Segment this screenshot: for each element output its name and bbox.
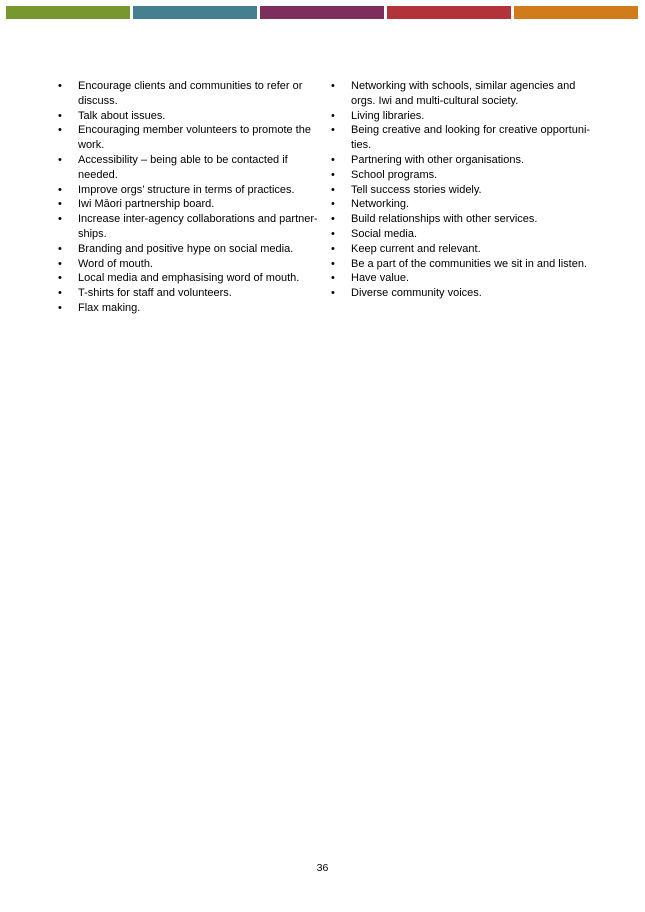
left-bullet-list [55, 79, 320, 316]
list-item [328, 212, 596, 227]
list-item [55, 109, 320, 124]
bullet-icon: • [58, 213, 62, 226]
list-item [328, 183, 596, 198]
bullet-icon: • [58, 272, 62, 285]
list-item [55, 301, 320, 316]
bullet-icon: • [331, 109, 335, 122]
list-item [55, 153, 320, 183]
list-item-text: Encourage clients and communities to refer or discuss. [78, 80, 303, 107]
color-band-segment-red [387, 6, 511, 19]
list-item [55, 123, 320, 153]
list-item-text: Networking with schools, similar agencies and orgs. Iwi and multi-cultural society. [351, 80, 576, 107]
list-item [55, 271, 320, 286]
list-item [328, 123, 596, 153]
list-item [55, 212, 320, 242]
bullet-icon: • [331, 168, 335, 181]
list-item-text: Be a part of the communities we sit in and listen. [351, 257, 588, 270]
list-item-text: Encouraging member volunteers to promote the work. [78, 124, 311, 152]
list-item-text: Local media and emphasising word of mouth. [78, 272, 300, 285]
list-item [328, 153, 596, 168]
bullet-icon: • [331, 153, 335, 166]
list-item [55, 286, 320, 301]
right-bullet-list [328, 79, 596, 301]
bullet-icon: • [58, 242, 62, 255]
bullet-icon: • [58, 124, 62, 137]
list-item-text: Being creative and looking for creative opportuni-ties. [351, 124, 591, 152]
list-item-text: Social media. [351, 227, 418, 240]
list-item [55, 242, 320, 257]
list-item-text: School programs. [351, 168, 438, 181]
bullet-icon: • [331, 124, 335, 137]
list-item [55, 183, 320, 198]
list-item [328, 227, 596, 242]
color-band-segment-orange [514, 6, 638, 19]
bullet-icon: • [331, 183, 335, 196]
list-item-text: Branding and positive hype on social media. [78, 242, 294, 255]
list-item-text: Tell success stories widely. [351, 183, 482, 196]
bullet-icon: • [331, 227, 335, 240]
list-item-text: Flax making. [78, 301, 141, 314]
list-item [328, 197, 596, 212]
color-band-segment-green [6, 6, 130, 19]
list-item-text: Have value. [351, 272, 410, 285]
bullet-icon: • [331, 80, 335, 92]
bullet-icon: • [58, 257, 62, 270]
bullet-icon: • [58, 183, 62, 196]
bullet-icon: • [58, 80, 62, 92]
list-item-text: Diverse community voices. [351, 287, 482, 300]
list-item [328, 109, 596, 124]
list-item [55, 257, 320, 272]
list-item [328, 168, 596, 183]
list-item-text: Partnering with other organisations. [351, 153, 525, 166]
list-item-text: Word of mouth. [78, 257, 153, 270]
list-item [328, 271, 596, 286]
list-item [328, 79, 596, 109]
bullet-icon: • [331, 198, 335, 211]
bullet-icon: • [58, 301, 62, 314]
list-item [328, 257, 596, 272]
list-item-text: T-shirts for staff and volunteers. [78, 287, 232, 300]
list-item-text: Accessibility – being able to be contacted if needed. [78, 153, 288, 181]
bullet-icon: • [58, 153, 62, 166]
list-item [55, 79, 320, 109]
bullet-icon: • [331, 272, 335, 285]
list-item-text: Build relationships with other services. [351, 213, 538, 226]
list-item-text: Improve orgs’ structure in terms of practices. [78, 183, 295, 196]
list-item [328, 286, 596, 301]
bullet-icon: • [58, 198, 62, 211]
bullet-icon: • [331, 257, 335, 270]
list-item-text: Iwi Māori partnership board. [78, 198, 215, 211]
bullet-icon: • [331, 242, 335, 255]
list-item-text: Living libraries. [351, 109, 425, 122]
list-item-text: Talk about issues. [78, 109, 166, 122]
list-item [328, 242, 596, 257]
list-item-text: Networking. [351, 198, 410, 211]
list-item [55, 197, 320, 212]
page-number: 36 [316, 862, 329, 874]
bullet-icon: • [58, 287, 62, 300]
color-band-segment-plum [260, 6, 384, 19]
bullet-icon: • [331, 213, 335, 226]
header-color-band [6, 6, 638, 19]
bullet-icon: • [331, 287, 335, 300]
color-band-segment-teal [133, 6, 257, 19]
bullet-icon: • [58, 109, 62, 122]
list-item-text: Increase inter-agency collaborations and partner-ships. [78, 213, 318, 240]
list-item-text: Keep current and relevant. [351, 242, 481, 255]
